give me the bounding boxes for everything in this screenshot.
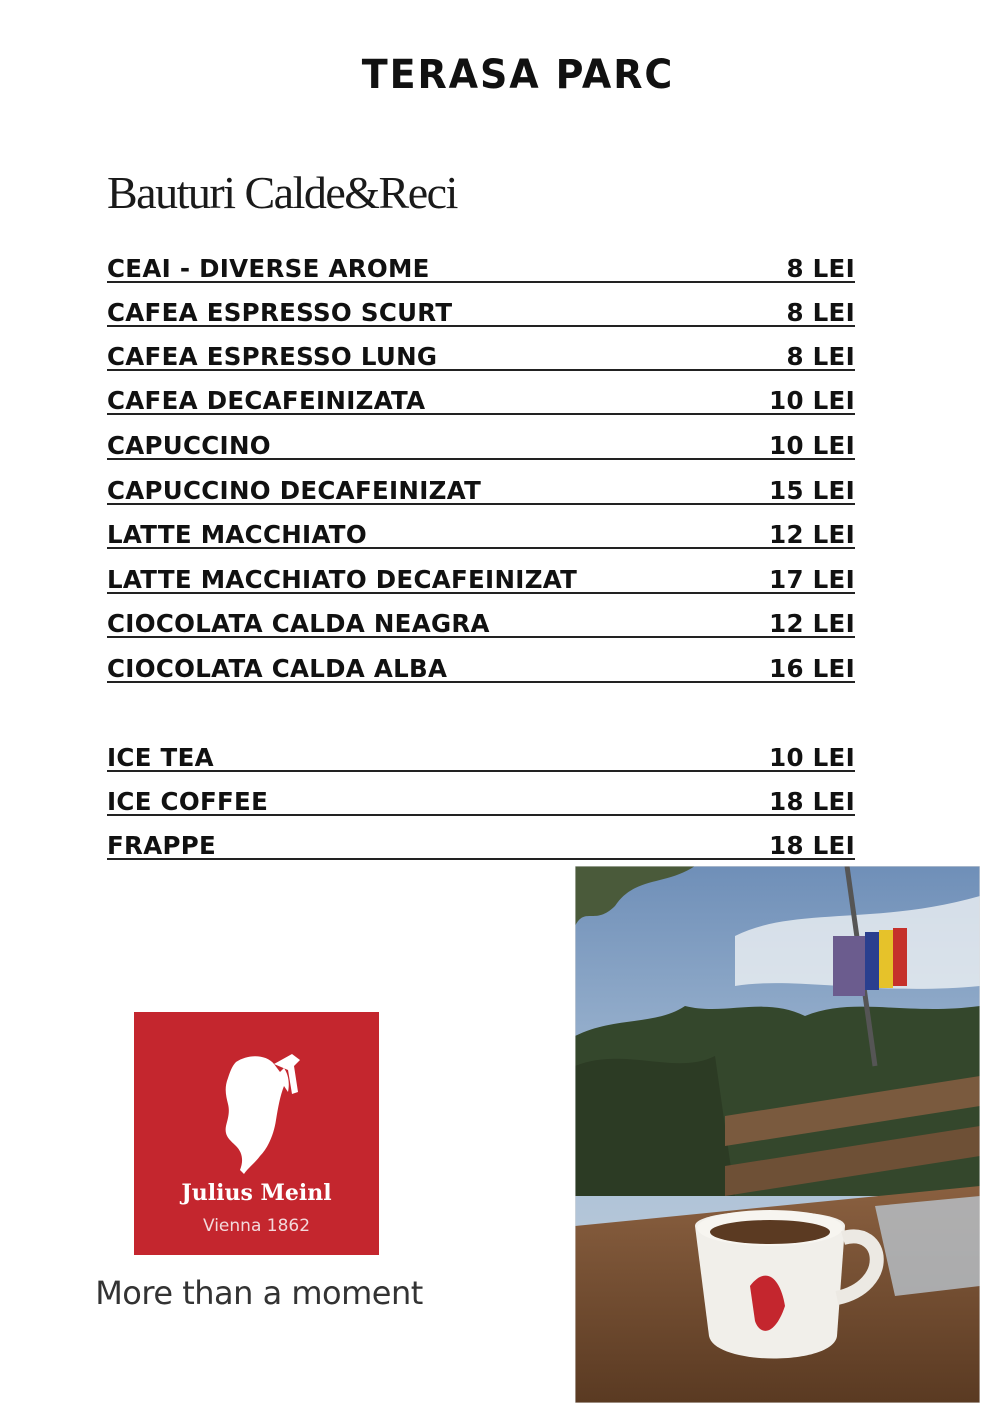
item-name: CAFEA DECAFEINIZATA [107,385,426,415]
coffee-cup-photo-icon [575,866,980,1403]
menu-item [107,647,855,683]
brand-tagline: Vienna 1862 [202,1216,311,1236]
menu-title: TERASA PARC [361,52,675,98]
item-name: CAFEA ESPRESSO LUNG [107,341,438,371]
item-price: 17 LEI [769,564,855,594]
menu-item [107,824,855,860]
item-name: CAPUCCINO [107,430,271,460]
item-name: CIOCOLATA CALDA ALBA [107,653,448,683]
item-price: 18 LEI [769,830,855,860]
item-name: CAFEA ESPRESSO SCURT [107,297,453,327]
menu-item [107,558,855,594]
menu-item [107,424,855,460]
menu-item [107,602,855,638]
item-price: 10 LEI [769,430,855,460]
item-name: CIOCOLATA CALDA NEAGRA [107,608,490,638]
item-price: 16 LEI [769,653,855,683]
item-price: 8 LEI [786,341,855,371]
item-price: 15 LEI [769,475,855,505]
item-name: CEAI - DIVERSE AROME [107,253,430,283]
item-name: CAPUCCINO DECAFEINIZAT [107,475,482,505]
menu-item [107,247,855,283]
item-name: ICE COFFEE [107,786,269,816]
menu-item [107,780,855,816]
item-price: 18 LEI [769,786,855,816]
item-name: LATTE MACCHIATO [107,519,367,549]
julius-meinl-emblem-icon [214,1052,304,1177]
menu-item [107,291,855,327]
brand-name: Julius Meinl [181,1180,332,1206]
item-price: 8 LEI [786,253,855,283]
item-price: 10 LEI [769,742,855,772]
item-price: 12 LEI [769,608,855,638]
item-price: 12 LEI [769,519,855,549]
menu-item [107,736,855,772]
menu-item [107,335,855,371]
menu-item [107,379,855,415]
julius-meinl-logo [134,1012,379,1255]
menu-item [107,513,855,549]
menu-item [107,469,855,505]
item-name: FRAPPE [107,830,217,860]
item-name: ICE TEA [107,742,214,772]
coffee-photo [575,866,980,1403]
item-price: 8 LEI [786,297,855,327]
slogan: More than a moment [95,1274,423,1312]
item-name: LATTE MACCHIATO DECAFEINIZAT [107,564,578,594]
section-heading: Bauturi Calde&Reci [107,167,457,218]
item-price: 10 LEI [769,385,855,415]
